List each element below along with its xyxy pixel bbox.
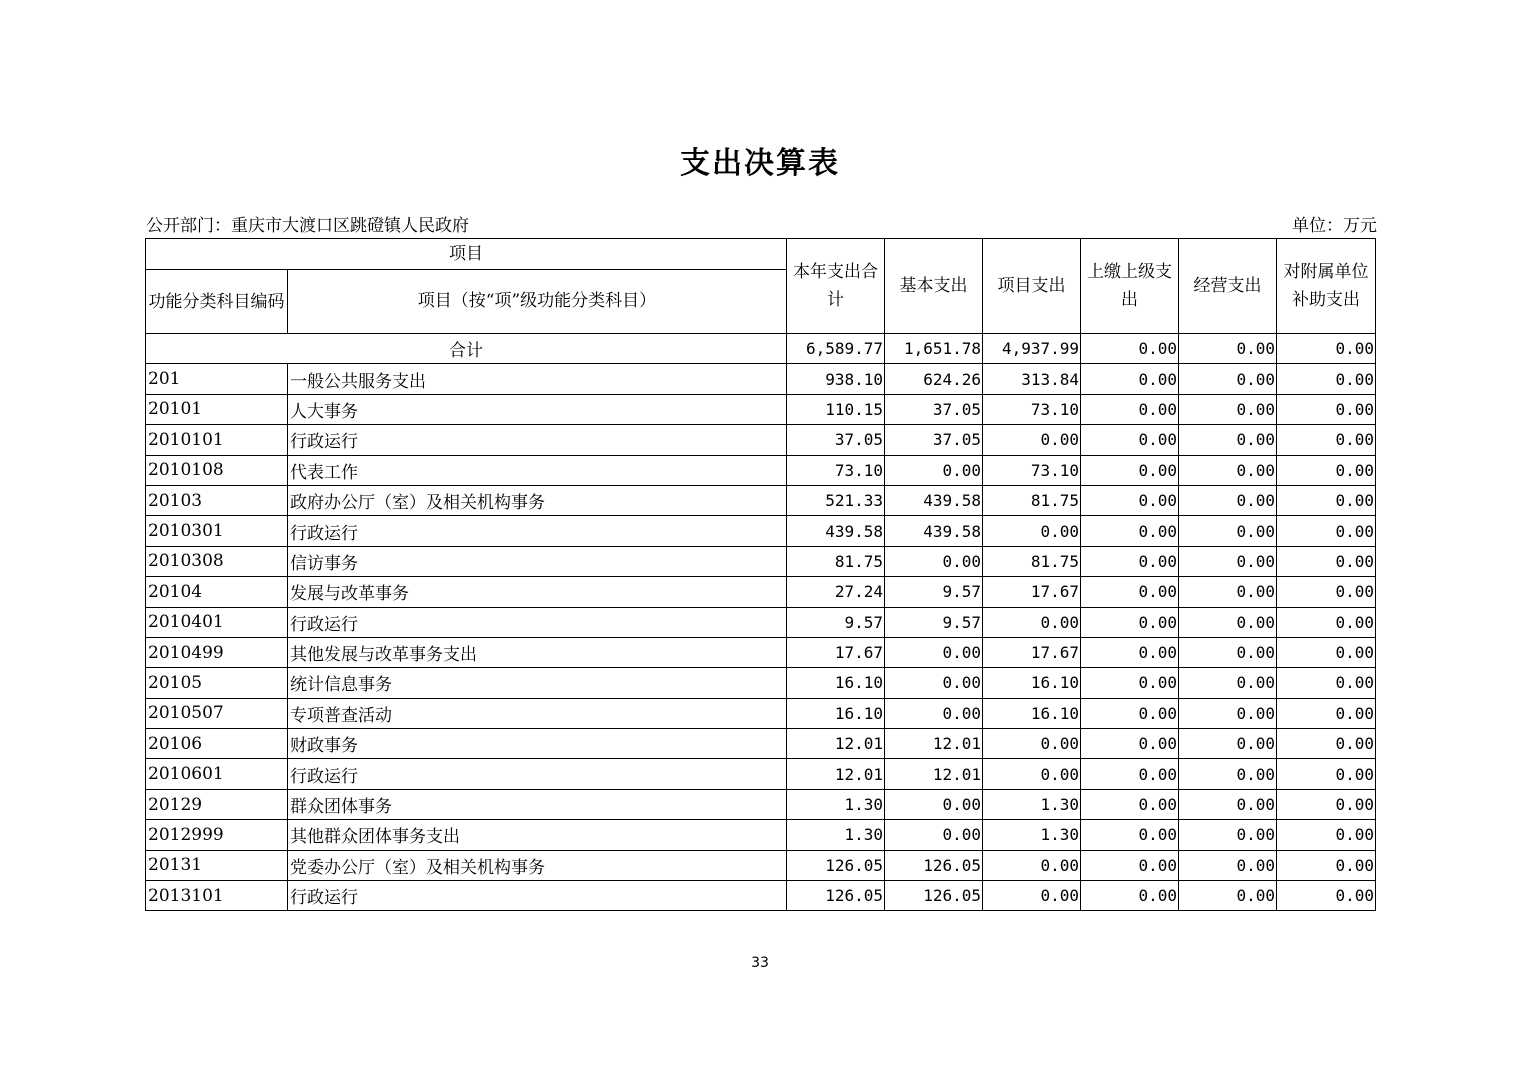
row-value: 27.24	[787, 577, 885, 607]
row-value: 37.05	[885, 394, 983, 424]
row-value: 12.01	[787, 729, 885, 759]
row-value: 73.10	[787, 455, 885, 485]
row-value: 126.05	[885, 850, 983, 880]
row-value: 0.00	[1277, 455, 1376, 485]
row-code: 2010601	[146, 759, 288, 789]
header-total: 本年支出合计	[787, 239, 885, 334]
row-value: 0.00	[1179, 607, 1277, 637]
row-value: 0.00	[1277, 729, 1376, 759]
total-value: 1,651.78	[885, 334, 983, 364]
row-value: 12.01	[885, 759, 983, 789]
row-value: 0.00	[1081, 820, 1179, 850]
row-value: 0.00	[1277, 759, 1376, 789]
row-value: 439.58	[885, 485, 983, 515]
row-value: 0.00	[1179, 577, 1277, 607]
header-item-group: 项目	[146, 239, 787, 270]
row-name: 人大事务	[288, 394, 787, 424]
row-value: 0.00	[1277, 637, 1376, 667]
total-value: 0.00	[1179, 334, 1277, 364]
row-value: 0.00	[1179, 668, 1277, 698]
row-code: 20129	[146, 789, 288, 819]
row-value: 12.01	[787, 759, 885, 789]
header-remit: 上缴上级支出	[1081, 239, 1179, 334]
header-project: 项目支出	[983, 239, 1081, 334]
row-value: 0.00	[1277, 485, 1376, 515]
row-value: 16.10	[787, 668, 885, 698]
row-value: 81.75	[983, 546, 1081, 576]
row-value: 0.00	[1081, 789, 1179, 819]
row-value: 0.00	[1081, 425, 1179, 455]
row-value: 0.00	[885, 820, 983, 850]
row-value: 0.00	[983, 729, 1081, 759]
table-header	[146, 239, 1376, 334]
row-value: 0.00	[1179, 637, 1277, 667]
row-code: 201	[146, 364, 288, 394]
row-code: 2012999	[146, 820, 288, 850]
row-value: 0.00	[1081, 485, 1179, 515]
row-code: 20104	[146, 577, 288, 607]
row-value: 0.00	[983, 607, 1081, 637]
row-name: 行政运行	[288, 759, 787, 789]
table-row	[146, 364, 1376, 394]
row-name: 代表工作	[288, 455, 787, 485]
row-value: 0.00	[1277, 364, 1376, 394]
total-value: 0.00	[1277, 334, 1376, 364]
row-value: 0.00	[1277, 607, 1376, 637]
row-name: 行政运行	[288, 425, 787, 455]
row-value: 0.00	[1179, 546, 1277, 576]
row-value: 624.26	[885, 364, 983, 394]
row-value: 0.00	[1179, 516, 1277, 546]
row-value: 0.00	[1277, 850, 1376, 880]
row-value: 0.00	[1081, 850, 1179, 880]
table-row	[146, 881, 1376, 911]
row-name: 其他群众团体事务支出	[288, 820, 787, 850]
row-value: 0.00	[1081, 577, 1179, 607]
row-value: 0.00	[1179, 729, 1277, 759]
department-label: 公开部门：重庆市大渡口区跳磴镇人民政府	[146, 216, 469, 236]
row-name: 一般公共服务支出	[288, 364, 787, 394]
row-value: 439.58	[787, 516, 885, 546]
row-value: 0.00	[1179, 425, 1277, 455]
row-value: 9.57	[885, 607, 983, 637]
total-value: 6,589.77	[787, 334, 885, 364]
table-row	[146, 425, 1376, 455]
total-value: 4,937.99	[983, 334, 1081, 364]
table-row	[146, 516, 1376, 546]
header-business: 经营支出	[1179, 239, 1277, 334]
row-name: 其他发展与改革事务支出	[288, 637, 787, 667]
row-value: 1.30	[787, 820, 885, 850]
row-name: 发展与改革事务	[288, 577, 787, 607]
table-row	[146, 546, 1376, 576]
row-name: 专项普查活动	[288, 698, 787, 728]
row-value: 0.00	[1277, 425, 1376, 455]
row-value: 126.05	[787, 881, 885, 911]
total-label: 合计	[146, 334, 787, 364]
report-meta	[146, 211, 1377, 237]
row-code: 2010308	[146, 546, 288, 576]
expenditure-table	[145, 238, 1376, 911]
row-code: 2010101	[146, 425, 288, 455]
row-name: 群众团体事务	[288, 789, 787, 819]
row-value: 0.00	[885, 455, 983, 485]
row-value: 37.05	[787, 425, 885, 455]
row-name: 行政运行	[288, 516, 787, 546]
row-code: 2010401	[146, 607, 288, 637]
row-code: 2013101	[146, 881, 288, 911]
row-value: 73.10	[983, 394, 1081, 424]
row-value: 0.00	[1179, 394, 1277, 424]
row-value: 17.67	[983, 577, 1081, 607]
row-value: 0.00	[885, 546, 983, 576]
row-code: 2010301	[146, 516, 288, 546]
row-value: 0.00	[1081, 455, 1179, 485]
row-value: 0.00	[1081, 364, 1179, 394]
row-value: 0.00	[1081, 546, 1179, 576]
page-number: 33	[751, 955, 769, 971]
row-name: 统计信息事务	[288, 668, 787, 698]
row-name: 行政运行	[288, 881, 787, 911]
unit-label: 单位：万元	[1292, 216, 1377, 236]
row-code: 2010108	[146, 455, 288, 485]
row-value: 73.10	[983, 455, 1081, 485]
row-value: 0.00	[1179, 485, 1277, 515]
header-code: 功能分类科目编码	[146, 270, 288, 334]
row-value: 126.05	[885, 881, 983, 911]
row-code: 2010507	[146, 698, 288, 728]
row-value: 0.00	[1277, 546, 1376, 576]
row-value: 0.00	[1277, 789, 1376, 819]
row-value: 0.00	[885, 789, 983, 819]
row-value: 0.00	[1277, 820, 1376, 850]
row-value: 0.00	[983, 850, 1081, 880]
row-value: 0.00	[1179, 759, 1277, 789]
row-value: 0.00	[1081, 668, 1179, 698]
row-value: 0.00	[1277, 577, 1376, 607]
table-row	[146, 607, 1376, 637]
row-value: 16.10	[983, 698, 1081, 728]
row-value: 0.00	[983, 425, 1081, 455]
row-value: 9.57	[885, 577, 983, 607]
row-value: 0.00	[885, 698, 983, 728]
row-value: 16.10	[787, 698, 885, 728]
row-value: 313.84	[983, 364, 1081, 394]
table-body	[146, 334, 1376, 911]
row-value: 0.00	[1179, 455, 1277, 485]
row-value: 1.30	[983, 820, 1081, 850]
row-value: 0.00	[1081, 516, 1179, 546]
table-row	[146, 394, 1376, 424]
header-basic: 基本支出	[885, 239, 983, 334]
row-value: 1.30	[983, 789, 1081, 819]
row-value: 0.00	[1277, 394, 1376, 424]
total-row	[146, 334, 1376, 364]
row-value: 0.00	[1277, 698, 1376, 728]
row-value: 0.00	[1081, 759, 1179, 789]
row-value: 16.10	[983, 668, 1081, 698]
page-title: 支出决算表	[680, 146, 840, 181]
table-row	[146, 455, 1376, 485]
row-code: 20103	[146, 485, 288, 515]
row-value: 0.00	[1179, 881, 1277, 911]
table-row	[146, 729, 1376, 759]
row-value: 9.57	[787, 607, 885, 637]
row-value: 0.00	[885, 637, 983, 667]
header-subsidy: 对附属单位补助支出	[1277, 239, 1376, 334]
row-value: 938.10	[787, 364, 885, 394]
row-value: 81.75	[983, 485, 1081, 515]
row-value: 0.00	[983, 516, 1081, 546]
row-value: 0.00	[1179, 850, 1277, 880]
row-value: 17.67	[983, 637, 1081, 667]
row-value: 0.00	[1179, 698, 1277, 728]
row-code: 2010499	[146, 637, 288, 667]
row-name: 行政运行	[288, 607, 787, 637]
row-name: 政府办公厅（室）及相关机构事务	[288, 485, 787, 515]
row-name: 党委办公厅（室）及相关机构事务	[288, 850, 787, 880]
row-name: 财政事务	[288, 729, 787, 759]
row-value: 0.00	[885, 668, 983, 698]
row-value: 0.00	[1179, 364, 1277, 394]
table-row	[146, 668, 1376, 698]
row-value: 439.58	[885, 516, 983, 546]
row-value: 0.00	[1081, 607, 1179, 637]
table-row	[146, 577, 1376, 607]
row-value: 81.75	[787, 546, 885, 576]
row-value: 0.00	[1081, 881, 1179, 911]
table-row	[146, 850, 1376, 880]
row-value: 0.00	[1081, 394, 1179, 424]
row-value: 17.67	[787, 637, 885, 667]
row-value: 0.00	[1277, 516, 1376, 546]
row-value: 0.00	[1179, 820, 1277, 850]
row-code: 20131	[146, 850, 288, 880]
table-row	[146, 820, 1376, 850]
row-value: 126.05	[787, 850, 885, 880]
row-value: 110.15	[787, 394, 885, 424]
row-value: 521.33	[787, 485, 885, 515]
row-name: 信访事务	[288, 546, 787, 576]
row-value: 1.30	[787, 789, 885, 819]
row-value: 0.00	[983, 759, 1081, 789]
table-row	[146, 637, 1376, 667]
row-value: 0.00	[1081, 637, 1179, 667]
table-row	[146, 759, 1376, 789]
row-value: 0.00	[1081, 698, 1179, 728]
row-code: 20106	[146, 729, 288, 759]
row-value: 0.00	[1277, 881, 1376, 911]
row-code: 20105	[146, 668, 288, 698]
header-name: 项目（按“项”级功能分类科目）	[288, 270, 787, 334]
row-value: 0.00	[1179, 789, 1277, 819]
row-value: 37.05	[885, 425, 983, 455]
row-code: 20101	[146, 394, 288, 424]
total-value: 0.00	[1081, 334, 1179, 364]
row-value: 12.01	[885, 729, 983, 759]
row-value: 0.00	[983, 881, 1081, 911]
row-value: 0.00	[1277, 668, 1376, 698]
table-row	[146, 789, 1376, 819]
row-value: 0.00	[1081, 729, 1179, 759]
table-row	[146, 485, 1376, 515]
table-row	[146, 698, 1376, 728]
